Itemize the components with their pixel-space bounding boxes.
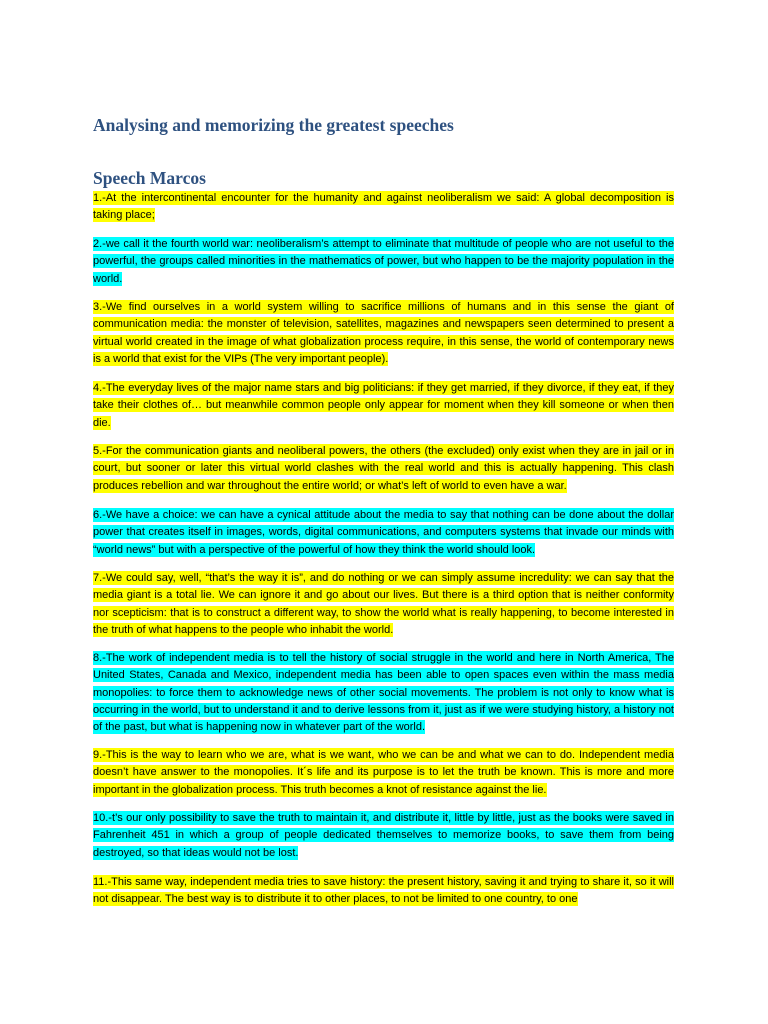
paragraph-11: 11.-This same way, independent media tries to save history: the present history, saving it and trying to share it, so it will not disappear. The best way is to distribute it to other places, to not be limited to one country, to one <box>93 876 674 906</box>
paragraph-2: 2.-we call it the fourth world war: neoliberalism’s attempt to eliminate that multitude of people who are not useful to the powerful, the groups called minorities in the mathematics of power, but who happen to be the majority population in the world. <box>93 238 674 285</box>
paragraph-4: 4.-The everyday lives of the major name stars and big politicians: if they get married, if they divorce, if they eat, if they take their clothes of… but meanwhile common people only appear for moment when they kill someone or when then die. <box>93 382 674 429</box>
paragraph-7: 7.-We could say, well, “that’s the way it is”, and do nothing or we can simply assume incredulity: we can say that the media giant is a total lie. We can ignore it and go about our lives. But there is a third option that is neither conformity nor scepticism: that is to construct a different way, to show the world what is really happening, to become interested in the truth of what happens to the people who inhabit the world. <box>93 572 674 636</box>
paragraph-6: 6.-We have a choice: we can have a cynical attitude about the media to say that nothing can be done about the dollar power that creates itself in images, words, digital communications, and computers systems that invade our minds with “world news” but with a perspective of the powerful of how they think the world should look. <box>93 509 674 556</box>
document-title: Analysing and memorizing the greatest speeches <box>93 115 454 135</box>
paragraph-1: 1.-At the intercontinental encounter for the humanity and against neoliberalism we said: A global decomposition is taking place; <box>93 192 674 222</box>
section-title: Speech Marcos <box>93 168 206 188</box>
paragraph-5: 5.-For the communication giants and neoliberal powers, the others (the excluded) only exist when they are in jail or in court, but sooner or later this virtual world clashes with the real world and this is actually happening. This clash produces rebellion and war throughout the entire world; or what’s left of world to even have a war. <box>93 445 674 492</box>
paragraph-3: 3.-We find ourselves in a world system willing to sacrifice millions of humans and in this sense the giant of communication media: the monster of television, satellites, magazines and newspapers seen determined to present a virtual world created in the image of what globalization process require, in this sense, the world of contemporary news is a world that exist for the VIPs (The very important people). <box>93 301 674 365</box>
paragraph-9: 9.-This is the way to learn who we are, what is we want, who we can be and what we can to do. Independent media doesn’t have answer to the monopolies. It´s life and its purpose is to let the truth be known. This is more and more important in the globalization process. This truth becomes a knot of resistance against the lie. <box>93 749 674 796</box>
paragraph-8: 8.-The work of independent media is to tell the history of social struggle in the world and here in North America, The United States, Canada and Mexico, independent media has been able to open spaces even within the mass media monopolies: to force them to acknowledge news of other social movements. The problem is not only to know what is occurring in the world, but to understand it and to derive lessons from it, just as if we were studying history, a history not of the past, but what is happening now in whatever part of the world. <box>93 652 674 734</box>
paragraph-10: 10.-t’s our only possibility to save the truth to maintain it, and distribute it, little by little, just as the books were saved in Fahrenheit 451 in which a group of people dedicated themselves to memorize books, to save them from being destroyed, so that ideas would not be lost. <box>93 812 674 859</box>
